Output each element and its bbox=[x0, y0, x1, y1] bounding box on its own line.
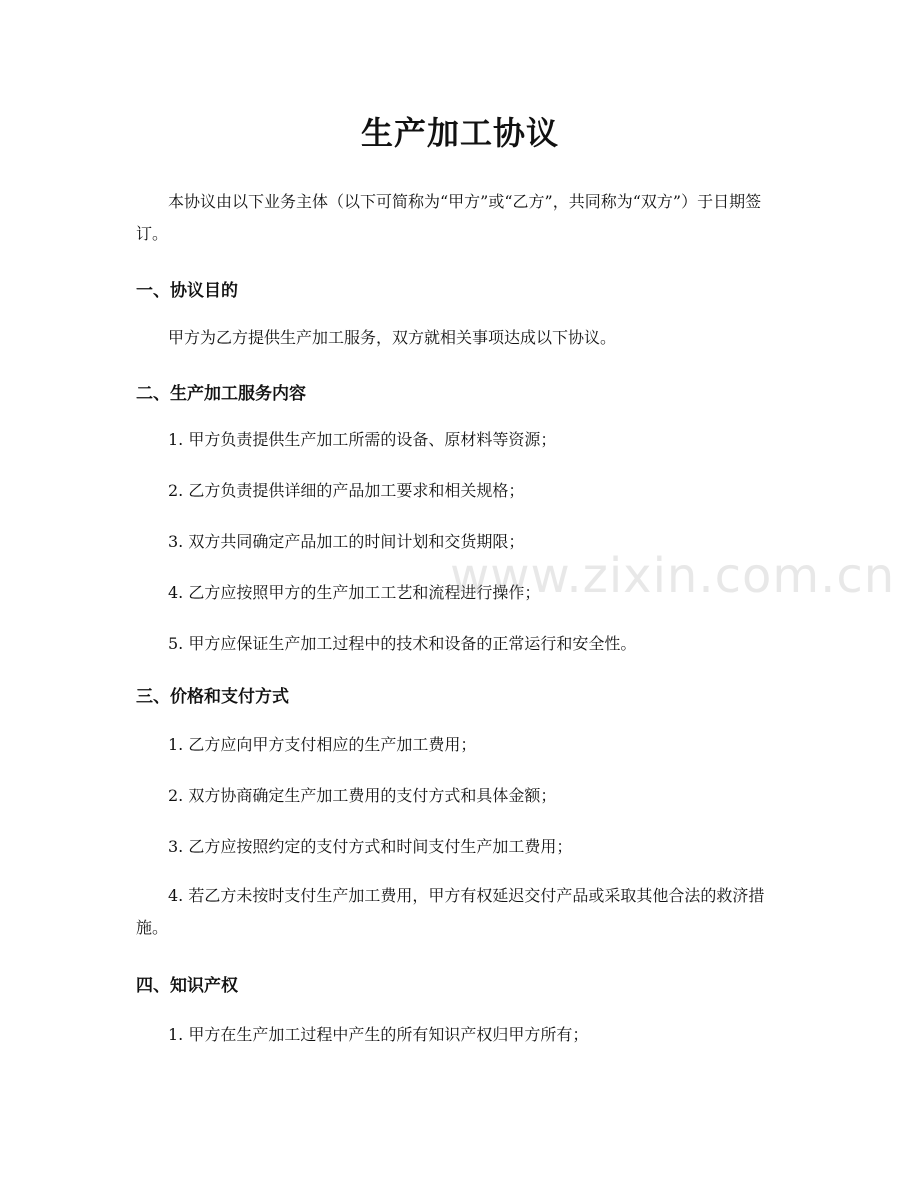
purpose-paragraph: 甲方为乙方提供生产加工服务，双方就相关事项达成以下协议。 bbox=[168, 328, 617, 347]
section-heading-purpose: 一、协议目的 bbox=[136, 281, 238, 301]
service-item-3: 3. 双方共同确定产品加工的时间计划和交货期限； bbox=[168, 532, 525, 551]
document-title: 生产加工协议 bbox=[360, 114, 559, 152]
section-heading-payment: 三、价格和支付方式 bbox=[136, 687, 289, 707]
service-item-1: 1. 甲方负责提供生产加工所需的设备、原材料等资源； bbox=[168, 430, 557, 449]
section-heading-ip: 四、知识产权 bbox=[136, 976, 238, 996]
intro-paragraph: 本协议由以下业务主体（以下可简称为“甲方”或“乙方”，共同称为“双方”）于日期签订。 bbox=[136, 192, 762, 243]
ip-item-1: 1. 甲方在生产加工过程中产生的所有知识产权归甲方所有； bbox=[168, 1025, 589, 1044]
service-item-4: 4. 乙方应按照甲方的生产加工工艺和流程进行操作； bbox=[168, 583, 541, 602]
section-heading-service: 二、生产加工服务内容 bbox=[136, 384, 306, 404]
payment-item-1: 1. 乙方应向甲方支付相应的生产加工费用； bbox=[168, 735, 477, 754]
payment-item-3: 3. 乙方应按照约定的支付方式和时间支付生产加工费用； bbox=[168, 837, 573, 856]
watermark-text: www.zixin.com.cn bbox=[450, 548, 896, 604]
payment-item-4: 4. 若乙方未按时支付生产加工费用，甲方有权延迟交付产品或采取其他合法的救济措施。 bbox=[136, 886, 765, 937]
service-item-5: 5. 甲方应保证生产加工过程中的技术和设备的正常运行和安全性。 bbox=[168, 634, 637, 653]
payment-item-2: 2. 双方协商确定生产加工费用的支付方式和具体金额； bbox=[168, 786, 557, 805]
service-item-2: 2. 乙方负责提供详细的产品加工要求和相关规格； bbox=[168, 481, 525, 500]
